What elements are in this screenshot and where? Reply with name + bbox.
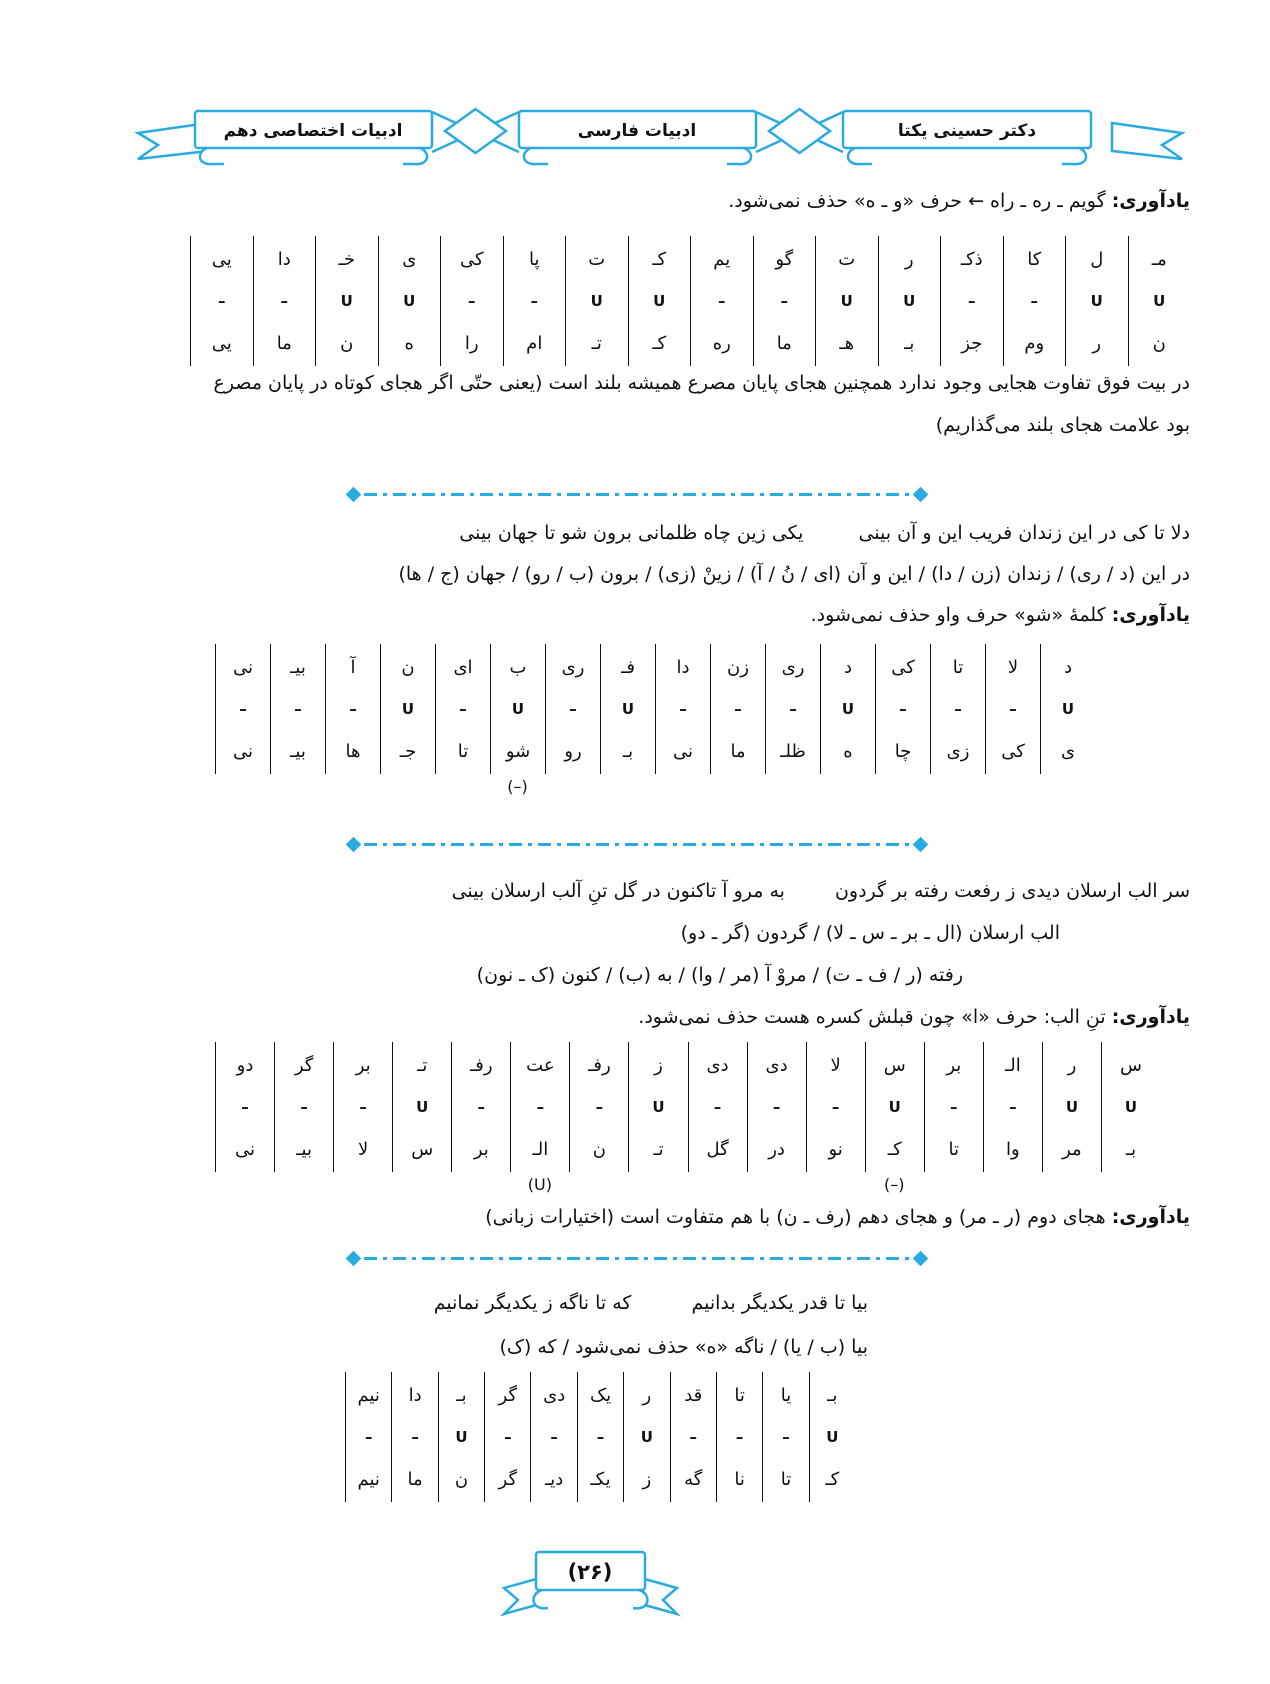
syllable-cell: الـ: [510, 1126, 569, 1172]
scansion-mark-cell: –: [762, 1418, 808, 1456]
syllable-cell: یی: [190, 236, 253, 282]
scansion-mark-cell: U: [820, 690, 875, 728]
paragraph-line: در بیت فوق تفاوت هجایی وجود ندارد همچنین هجای پایان مصرع همیشه بلند است (یعنی حتّی اگر هجای کوتاه در پایان مصرع: [213, 372, 1190, 394]
syllable-cell: نیم: [345, 1456, 391, 1502]
syllable-cell: بر: [333, 1042, 392, 1088]
hemistich-right: سر الب ارسلان دیدی ز رفعت رفته بر گردون: [834, 880, 1190, 902]
syllable-cell: لا: [985, 644, 1040, 690]
syllable-cell: نا: [716, 1456, 762, 1502]
syllable-cell: گر: [484, 1456, 530, 1502]
scansion-mark-cell: U: [623, 1418, 669, 1456]
syllable-cell: تا: [930, 644, 985, 690]
syllable-cell: یک: [577, 1372, 623, 1418]
reminder-1: [728, 190, 1190, 212]
syllable-cell: ب: [490, 644, 545, 690]
syllable-cell: کا: [1003, 236, 1066, 282]
syllable-cell: س: [1101, 1042, 1160, 1088]
scansion-mark-cell: U: [378, 282, 441, 320]
scansion-mark-cell: U: [1101, 1088, 1160, 1126]
scansion-mark-cell: U: [1128, 282, 1191, 320]
syllable-cell: جـ: [380, 728, 435, 774]
syllable-cell: رفـ: [451, 1042, 510, 1088]
syllable-cell: مـ: [1128, 236, 1191, 282]
syllable-cell: ی: [378, 236, 441, 282]
scansion-mark-cell: –: [345, 1418, 391, 1456]
syllable-cell: بـ: [878, 320, 941, 366]
syllable-cell: قد: [670, 1372, 716, 1418]
scansion-mark-cell: –: [253, 282, 316, 320]
syllable-cell: تا: [716, 1372, 762, 1418]
divider-diamond-icon: [346, 1251, 362, 1267]
syllable-cell: رو: [545, 728, 600, 774]
scansion-mark-cell: –: [753, 282, 816, 320]
scansion-mark-cell: –: [983, 1088, 1042, 1126]
syllable-cell: ظلـ: [765, 728, 820, 774]
scansion-table-2: [215, 644, 1095, 796]
syllable-cell: در: [747, 1126, 806, 1172]
scansion-mark-cell: –: [274, 1088, 333, 1126]
scansion-mark-cell: –: [690, 282, 753, 320]
syllable-cell: کی: [440, 236, 503, 282]
scansion-mark-cell: –: [670, 1418, 716, 1456]
table-row-syllables_top: [345, 1372, 855, 1418]
syllable-cell: ر: [878, 236, 941, 282]
syllable-cell: ر: [1065, 320, 1128, 366]
syllable-cell: کی: [875, 644, 930, 690]
syllable-cell: بر: [924, 1042, 983, 1088]
header-title-left: ادبیات اختصاصی دهم: [223, 121, 403, 141]
syllable-cell: ن: [380, 644, 435, 690]
syllable-analysis-1: در این (د / ری) / زندان (زن / دا) / این و آن (ای / نُ / آ) / زینْ (زی) / برون (ب / رو) / جهان (ج / ها): [398, 563, 1190, 585]
syllable-cell: نی: [215, 644, 270, 690]
table-row-marks: [215, 690, 1095, 728]
scansion-mark-cell: –: [924, 1088, 983, 1126]
syllable-cell: س: [865, 1042, 924, 1088]
scansion-mark-cell: –: [545, 690, 600, 728]
scansion-mark-cell: U: [1042, 1088, 1101, 1126]
scansion-mark-cell: U: [815, 282, 878, 320]
ribbon-diamond-right: [769, 109, 830, 153]
scansion-mark-cell: –: [716, 1418, 762, 1456]
syllable-cell: کـ: [809, 1456, 855, 1502]
syllable-cell: نی: [215, 728, 270, 774]
table-row-syllables_bottom: [190, 320, 1190, 366]
scansion-mark-cell: –: [985, 690, 1040, 728]
syllable-cell: بیـ: [274, 1126, 333, 1172]
syllable-cell: تـ: [628, 1126, 687, 1172]
syllable-cell: دا: [391, 1372, 437, 1418]
scansion-mark-cell: U: [392, 1088, 451, 1126]
syllable-cell: الـ: [983, 1042, 1042, 1088]
syllable-cell: تا: [762, 1456, 808, 1502]
syllable-cell: دا: [655, 644, 710, 690]
syllable-cell: دی: [530, 1372, 576, 1418]
syllable-cell: ن: [1128, 320, 1191, 366]
table-row-marks: [215, 1088, 1160, 1126]
reminder-text: کلمهٔ «شو» حرف واو حذف نمی‌شود.: [810, 604, 1106, 626]
syllable-cell: ما: [253, 320, 316, 366]
scansion-mark-cell: U: [1065, 282, 1128, 320]
syllable-cell: ما: [391, 1456, 437, 1502]
syllable-cell: مر: [1042, 1126, 1101, 1172]
scansion-mark-cell: –: [655, 690, 710, 728]
syllable-cell: کـ: [628, 320, 691, 366]
section-divider: [348, 838, 926, 851]
scansion-mark-cell: –: [451, 1088, 510, 1126]
syllable-cell: پا: [503, 236, 566, 282]
syllable-cell: گر: [484, 1372, 530, 1418]
reminder-2: [811, 604, 1190, 626]
syllable-cell: گر: [274, 1042, 333, 1088]
syllable-cell: ن: [569, 1126, 628, 1172]
scansion-mark-cell: –: [440, 282, 503, 320]
section-divider: [348, 488, 926, 501]
divider-diamond-icon: [346, 487, 362, 503]
scansion-mark-cell: –: [510, 1088, 569, 1126]
scansion-mark-cell: –: [190, 282, 253, 320]
syllable-cell: یا: [762, 1372, 808, 1418]
syllable-cell: یی: [190, 320, 253, 366]
divider-dash-line: [364, 843, 910, 846]
footer-ribbon: [498, 1538, 683, 1633]
scansion-mark-cell: U: [490, 690, 545, 728]
syllable-cell: شو: [490, 728, 545, 774]
scansion-mark-cell: –: [875, 690, 930, 728]
syllable-cell: کـ: [628, 236, 691, 282]
syllable-cell: ن: [438, 1456, 484, 1502]
scansion-mark-cell: U: [565, 282, 628, 320]
scansion-mark-cell: –: [806, 1088, 865, 1126]
syllable-cell: رفـ: [569, 1042, 628, 1088]
scansion-mark-cell: –: [530, 1418, 576, 1456]
scansion-mark-cell: –: [765, 690, 820, 728]
section-divider: [348, 1252, 926, 1265]
hemistich-left: که تا ناگه ز یکدیگر نمانیم: [433, 1292, 632, 1314]
syllable-cell: دی: [747, 1042, 806, 1088]
syllable-cell: دو: [215, 1042, 274, 1088]
syllable-cell: گه: [670, 1456, 716, 1502]
syllable-cell: تـ: [565, 320, 628, 366]
syllable-cell: نیم: [345, 1372, 391, 1418]
scansion-annotation: (–): [883, 1175, 905, 1194]
scansion-mark-cell: –: [710, 690, 765, 728]
syllable-cell: آ: [325, 644, 380, 690]
syllable-cell: بـ: [438, 1372, 484, 1418]
syllable-analysis-2b: رفته (ر / ف ـ ت) / مروْ آ (مر / وا) / به (ب) / کنون (ک ـ نون): [476, 964, 963, 986]
reminder-label: یادآوری:: [1111, 190, 1190, 212]
syllable-cell: جز: [940, 320, 1003, 366]
scansion-mark-cell: U: [600, 690, 655, 728]
reminder-4: [485, 1206, 1190, 1228]
divider-diamond-icon: [913, 837, 929, 853]
syllable-cell: ن: [315, 320, 378, 366]
syllable-cell: یکـ: [577, 1456, 623, 1502]
syllable-cell: نی: [655, 728, 710, 774]
scansion-mark-cell: –: [484, 1418, 530, 1456]
syllable-cell: ه: [378, 320, 441, 366]
syllable-cell: فـ: [600, 644, 655, 690]
syllable-cell: بر: [451, 1126, 510, 1172]
syllable-cell: ز: [628, 1042, 687, 1088]
scansion-mark-cell: –: [569, 1088, 628, 1126]
reminder-text: گویم ـ ره ـ راه ← حرف «و ـ ه» حذف نمی‌شود.: [728, 190, 1106, 212]
syllable-cell: دیـ: [530, 1456, 576, 1502]
table-row-syllables_top: [190, 236, 1190, 282]
syllable-cell: بـ: [600, 728, 655, 774]
scansion-mark-cell: U: [438, 1418, 484, 1456]
scansion-mark-cell: –: [930, 690, 985, 728]
table-row-syllables_top: [215, 1042, 1160, 1088]
scansion-mark-cell: –: [688, 1088, 747, 1126]
syllable-cell: ما: [753, 320, 816, 366]
scansion-mark-cell: –: [1003, 282, 1066, 320]
syllable-cell: ری: [545, 644, 600, 690]
page-number: (۲۶): [567, 1560, 613, 1584]
divider-dash-line: [364, 1257, 910, 1260]
syllable-cell: ل: [1065, 236, 1128, 282]
syllable-cell: چا: [875, 728, 930, 774]
syllable-cell: وم: [1003, 320, 1066, 366]
syllable-cell: لا: [333, 1126, 392, 1172]
scansion-mark-cell: U: [628, 1088, 687, 1126]
hemistich-right: بیا تا قدر یکدیگر بدانیم: [691, 1292, 868, 1314]
syllable-cell: یم: [690, 236, 753, 282]
scansion-mark-cell: U: [315, 282, 378, 320]
scansion-mark-cell: U: [865, 1088, 924, 1126]
scansion-mark-cell: –: [503, 282, 566, 320]
scansion-mark-cell: –: [215, 690, 270, 728]
syllable-cell: گو: [753, 236, 816, 282]
syllable-cell: خـ: [315, 236, 378, 282]
syllable-cell: بـ: [809, 1372, 855, 1418]
header-ribbon: [130, 95, 1190, 179]
scansion-mark-cell: –: [325, 690, 380, 728]
syllable-cell: هـ: [815, 320, 878, 366]
divider-diamond-icon: [913, 1251, 929, 1267]
syllable-cell: ه: [820, 728, 875, 774]
syllable-cell: زی: [930, 728, 985, 774]
syllable-cell: س: [392, 1126, 451, 1172]
scansion-annotation: (–): [507, 777, 528, 796]
syllable-cell: عت: [510, 1042, 569, 1088]
syllable-cell: د: [820, 644, 875, 690]
scansion-table-4: [345, 1372, 855, 1502]
poem-couplet-1: [459, 522, 1190, 544]
scansion-mark-cell: –: [391, 1418, 437, 1456]
syllable-cell: ره: [690, 320, 753, 366]
table-row-syllables_bottom: [215, 1126, 1160, 1172]
syllable-cell: لا: [806, 1042, 865, 1088]
scansion-mark-cell: –: [747, 1088, 806, 1126]
syllable-cell: کی: [985, 728, 1040, 774]
paragraph-line: بود علامت هجای بلند می‌گذاریم): [935, 414, 1190, 436]
header-title-middle: ادبیات فارسی: [577, 121, 697, 141]
syllable-cell: ها: [325, 728, 380, 774]
syllable-cell: تا: [435, 728, 490, 774]
syllable-cell: بـ: [1101, 1126, 1160, 1172]
table-row-marks: [190, 282, 1190, 320]
reminder-text: تنِ الب: حرف «ا» چون قبلش کسره هست حذف نمی‌شود.: [638, 1006, 1106, 1028]
syllable-analysis-3: بیا (ب / یا) / ناگه «ه» حذف نمی‌شود / که (ک): [499, 1336, 868, 1358]
syllable-cell: بیـ: [270, 728, 325, 774]
scansion-mark-cell: –: [435, 690, 490, 728]
table-row-syllables_bottom: [215, 728, 1095, 774]
reminder-label: یادآوری:: [1111, 1006, 1190, 1028]
syllable-cell: نو: [806, 1126, 865, 1172]
syllable-cell: دی: [688, 1042, 747, 1088]
reminder-label: یادآوری:: [1111, 604, 1190, 626]
syllable-analysis-2a: الب ارسلان (ال ـ بر ـ س ـ لا) / گردون (گر ـ دو): [680, 922, 1060, 944]
scansion-mark-cell: –: [333, 1088, 392, 1126]
scansion-mark-cell: –: [215, 1088, 274, 1126]
syllable-cell: ر: [623, 1372, 669, 1418]
syllable-cell: گل: [688, 1126, 747, 1172]
scansion-mark-cell: U: [809, 1418, 855, 1456]
syllable-cell: نی: [215, 1126, 274, 1172]
scansion-annotation: (U): [527, 1175, 552, 1194]
hemistich-left: یکی زین چاه ظلمانی برون شو تا جهان بینی: [459, 522, 804, 544]
syllable-cell: بیـ: [270, 644, 325, 690]
syllable-cell: ای: [435, 644, 490, 690]
syllable-cell: ری: [765, 644, 820, 690]
scansion-table-3: [215, 1042, 1160, 1194]
hemistich-right: دلا تا کی در این زندان فریب این و آن بینی: [858, 522, 1190, 544]
scansion-mark-cell: U: [628, 282, 691, 320]
scansion-mark-cell: –: [270, 690, 325, 728]
scansion-mark-cell: U: [1040, 690, 1095, 728]
syllable-cell: تا: [924, 1126, 983, 1172]
ribbon-tail-right: [1112, 123, 1182, 159]
scansion-mark-cell: –: [940, 282, 1003, 320]
syllable-cell: ام: [503, 320, 566, 366]
poem-couplet-2: [452, 880, 1190, 902]
reminder-3: [638, 1006, 1190, 1028]
syllable-cell: را: [440, 320, 503, 366]
syllable-cell: تـ: [392, 1042, 451, 1088]
syllable-cell: ر: [1042, 1042, 1101, 1088]
syllable-cell: ما: [710, 728, 765, 774]
reminder-text: هجای دوم (ر ـ مر) و هجای دهم (رف ـ ن) با هم متفاوت است (اختیارات زبانی): [485, 1206, 1106, 1228]
syllable-cell: دا: [253, 236, 316, 282]
syllable-cell: ت: [565, 236, 628, 282]
scansion-mark-cell: U: [878, 282, 941, 320]
syllable-cell: ت: [815, 236, 878, 282]
scansion-mark-cell: U: [380, 690, 435, 728]
table-row-syllables_bottom: [345, 1456, 855, 1502]
table-row-syllables_top: [215, 644, 1095, 690]
syllable-cell: وا: [983, 1126, 1042, 1172]
divider-dash-line: [364, 493, 910, 496]
header-title-right: دکتر حسینی یکتا: [897, 121, 1037, 141]
poem-couplet-3: [434, 1292, 868, 1314]
scansion-table-1: [190, 236, 1190, 366]
table-row-marks: [345, 1418, 855, 1456]
syllable-cell: ذکـ: [940, 236, 1003, 282]
divider-diamond-icon: [346, 837, 362, 853]
divider-diamond-icon: [913, 487, 929, 503]
syllable-cell: د: [1040, 644, 1095, 690]
syllable-cell: ز: [623, 1456, 669, 1502]
syllable-cell: کـ: [865, 1126, 924, 1172]
ribbon-diamond-left: [445, 109, 506, 153]
scansion-mark-cell: –: [577, 1418, 623, 1456]
reminder-label: یادآوری:: [1111, 1206, 1190, 1228]
syllable-cell: ی: [1040, 728, 1095, 774]
hemistich-left: به مرو آ تاکنون در گل تنِ آلب ارسلان بینی: [451, 880, 785, 902]
syllable-cell: زن: [710, 644, 765, 690]
